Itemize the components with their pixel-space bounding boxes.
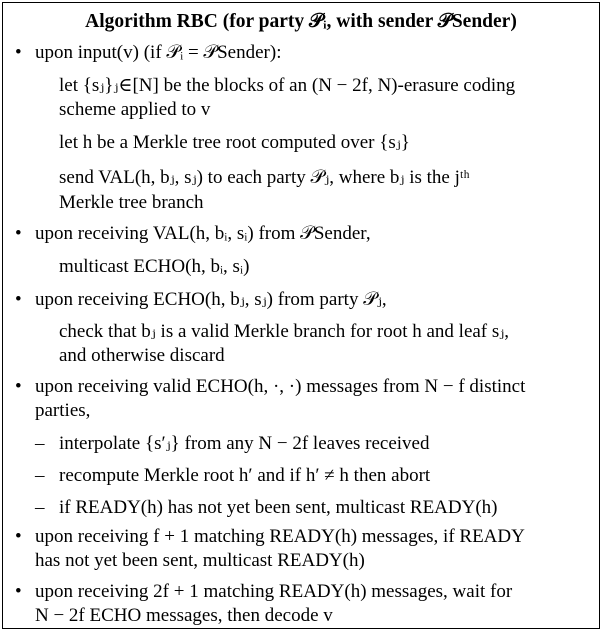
dash-icon: –	[35, 433, 45, 454]
recompute-line: – recompute Merkle root h′ and if h′ ≠ h then abort	[35, 465, 431, 486]
check-branch-line-cont: and otherwise discard	[59, 345, 225, 366]
bullet-icon: •	[15, 42, 22, 63]
step-receive-ready-2f1: • upon receiving 2f + 1 matching READY(h) messages, wait for	[15, 581, 513, 602]
multicast-echo-line: multicast ECHO(h, bᵢ, sᵢ)	[59, 256, 250, 277]
bullet-icon: •	[15, 376, 22, 397]
bullet-icon: •	[15, 289, 22, 310]
dash-icon: –	[35, 497, 45, 518]
bullet-icon: •	[15, 223, 22, 244]
step-receive-echo: • upon receiving ECHO(h, bⱼ, sⱼ) from party 𝒫ⱼ,	[15, 289, 387, 310]
let-blocks-line-cont: scheme applied to v	[59, 99, 211, 120]
step-receive-ready-f1-cont: has not yet been sent, multicast READY(h)	[35, 550, 365, 571]
step-receive-val: • upon receiving VAL(h, bᵢ, sᵢ) from 𝒫Sender,	[15, 223, 371, 244]
send-val-line-cont: Merkle tree branch	[59, 192, 204, 213]
check-branch-line: check that bⱼ is a valid Merkle branch for root h and leaf sⱼ,	[59, 321, 510, 342]
step-receive-valid-echo: • upon receiving valid ECHO(h, ·, ·) messages from N − f distinct	[15, 376, 526, 397]
ready-not-sent-line: – if READY(h) has not yet been sent, multicast READY(h)	[35, 497, 498, 518]
dash-icon: –	[35, 465, 45, 486]
bullet-icon: •	[15, 581, 22, 602]
merkle-root-line: let h be a Merkle tree root computed over {sⱼ}	[59, 132, 410, 153]
step-receive-ready-f1: • upon receiving f + 1 matching READY(h) messages, if READY	[15, 526, 525, 547]
algorithm-title: Algorithm RBC (for party 𝒫ᵢ, with sender 𝒫Sender)	[85, 11, 517, 32]
let-blocks-line: let {sⱼ}ⱼ∈[N] be the blocks of an (N − 2f, N)-erasure coding	[59, 75, 516, 96]
algorithm-box	[2, 2, 600, 629]
send-val-line: send VAL(h, bⱼ, sⱼ) to each party 𝒫ⱼ, where bⱼ is the jᵗʰ	[59, 167, 470, 188]
step-receive-ready-2f1-cont: N − 2f ECHO messages, then decode v	[35, 605, 333, 626]
interpolate-line: – interpolate {s′ⱼ} from any N − 2f leaves received	[35, 433, 430, 454]
step-upon-input: • upon input(v) (if 𝒫ᵢ = 𝒫Sender):	[15, 42, 282, 63]
step-receive-valid-echo-cont: parties,	[35, 400, 91, 421]
bullet-icon: •	[15, 526, 22, 547]
